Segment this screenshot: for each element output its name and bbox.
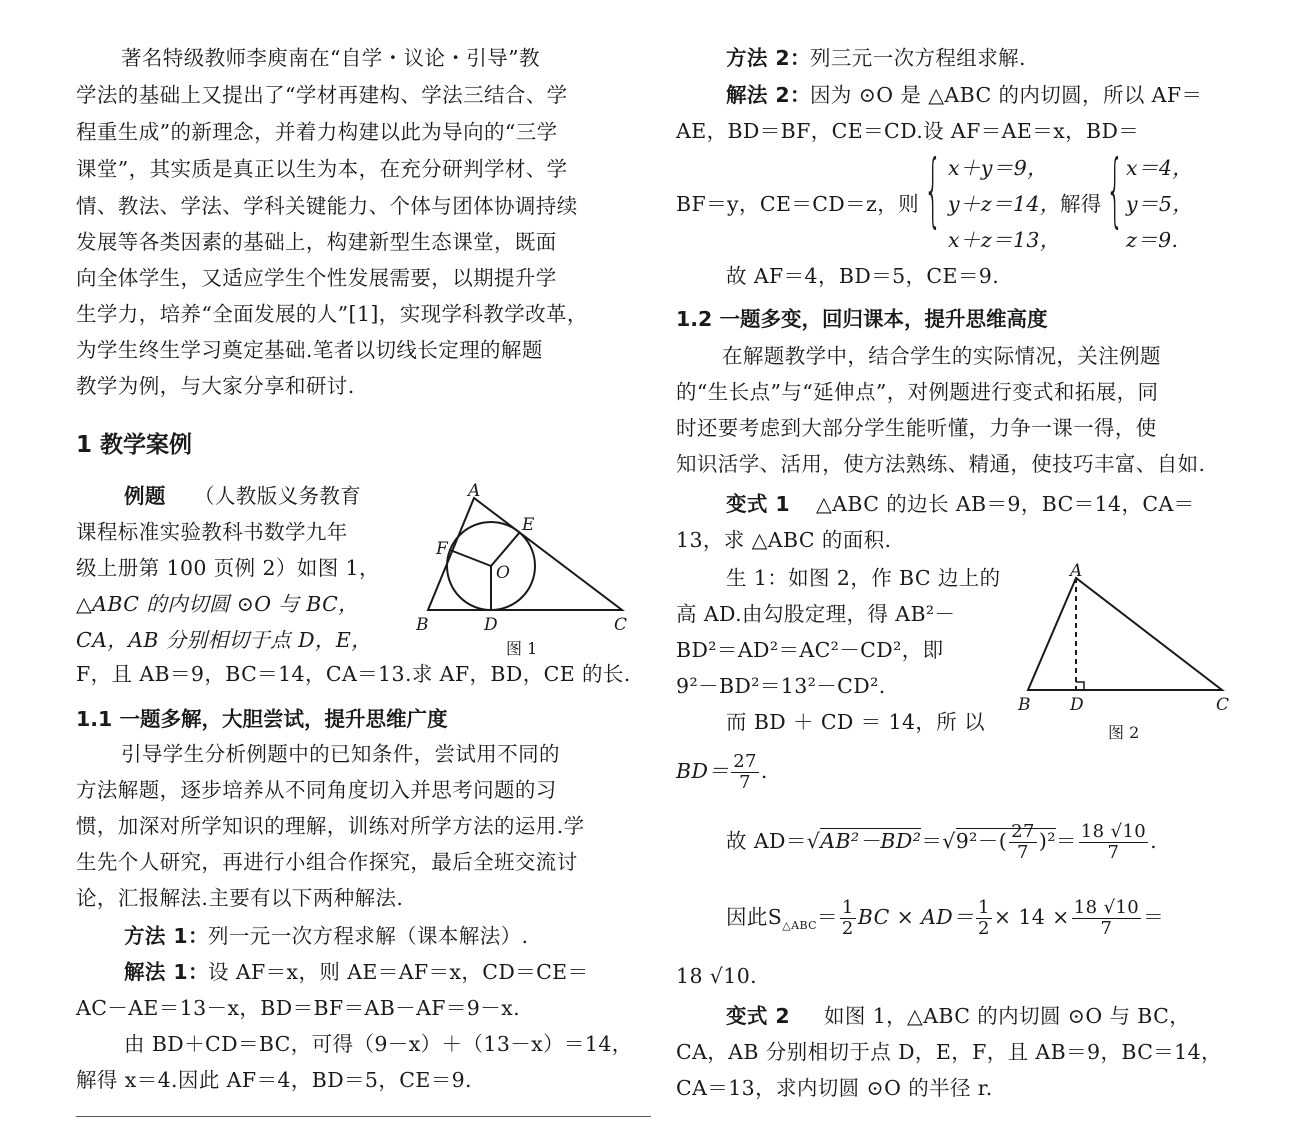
radius-of (450, 550, 491, 566)
example-label: 例题 (124, 484, 166, 508)
label-o: O (496, 563, 510, 583)
solution1-line: AC－AE＝13－x，BD＝BF＝AB－AF＝9－x. (76, 996, 521, 1020)
system-eq: x＋z＝13， (948, 228, 1061, 252)
figure-1-caption: 图 1 (506, 639, 538, 658)
area-frac-num: 18 √10 (1073, 897, 1140, 918)
label-b-2: B (1018, 695, 1031, 715)
example-line: CA，AB 分别相切于点 D，E， (76, 628, 373, 652)
intro-line: 为学生终生学习奠定基础.笔者以切线长定理的解题 (76, 338, 543, 362)
half-num: 1 (841, 897, 854, 918)
section-heading-1: 1 教学案例 (76, 432, 193, 458)
body-line: 生先个人研究，再进行小组合作探究，最后全班交流讨 (76, 850, 578, 874)
system-solution: y＝5， (1126, 192, 1194, 216)
body-line: 时还要考虑到大部分学生能听懂，力争一课一得，使 (676, 416, 1157, 440)
body-line: 引导学生分析例题中的已知条件，尝试用不同的 (121, 742, 560, 766)
variant1-label: 变式 1 (726, 492, 791, 516)
body-line: 惯，加深对所学知识的理解，训练对所学方法的运用.学 (76, 814, 585, 838)
right-angle-mark (1076, 682, 1084, 690)
solution1-line: 解得 x＝4.因此 AF＝4，BD＝5，CE＝9. (76, 1068, 472, 1092)
solution2-line: 因为 ⊙O 是 △ABC 的内切圆，所以 AF＝ (810, 83, 1203, 107)
method1-text: 列一元一次方程求解（课本解法）. (208, 924, 529, 948)
variant1-line: 13，求 △ABC 的面积. (676, 528, 892, 552)
body-line: 论，汇报解法.主要有以下两种解法. (76, 886, 404, 910)
student1-line: 9²－BD²＝13²－CD². (676, 674, 886, 698)
area-frac-den: 7 (1100, 918, 1113, 939)
area-tail: ＝ (1143, 905, 1165, 929)
solution1-label: 解法 1： (124, 960, 209, 984)
body-line: 在解题教学中，结合学生的实际情况，关注例题 (722, 344, 1161, 368)
label-b: B (416, 615, 429, 635)
example-line: 课程标准实验教科书数学九年 (76, 520, 348, 544)
label-f: F (436, 539, 448, 559)
left-brace: { (924, 143, 942, 236)
area-equation (726, 898, 1164, 940)
method2-label: 方法 2： (726, 46, 811, 70)
area-sub: △ABC (782, 919, 817, 933)
area-result: 18 √10. (676, 964, 758, 988)
solution2-label: 解法 2： (726, 83, 811, 107)
example-line: 级上册第 100 页例 2）如图 1， (76, 556, 380, 580)
variant2-label: 变式 2 (726, 1004, 791, 1028)
area-mid2: × 14 × (993, 905, 1070, 929)
variant2-line: 如图 1，△ABC 的内切圆 ⊙O 与 BC， (824, 1004, 1191, 1028)
system-eq: y＋z＝14， (948, 192, 1061, 216)
section-heading-1-2: 1.2 一题多变，回归课本，提升思维高度 (676, 307, 1048, 331)
system-eq: x＋y＝9， (948, 156, 1049, 180)
triangle-abc-2 (1028, 578, 1222, 690)
ad-prefix: 故 AD＝ (726, 829, 807, 853)
ad-eq: ＝ (921, 829, 943, 853)
area-eq: ＝ (816, 905, 838, 929)
ad-result-num: 18 √10 (1080, 821, 1147, 842)
system-prefix: BF＝y，CE＝CD＝z，则 (676, 192, 920, 216)
label-d: D (484, 615, 498, 635)
example-line: F，且 AB＝9，BC＝14，CA＝13.求 AF，BD，CE 的长. (76, 662, 631, 686)
figure-1 (416, 478, 636, 658)
solution2-line: AE，BD＝BF，CE＝CD.设 AF＝AE＝x，BD＝ (676, 119, 1140, 143)
example-line: △ABC 的内切圆 ⊙O 与 BC， (76, 592, 360, 616)
body-line: 的“生长点”与“延伸点”，对例题进行变式和拓展，同 (676, 380, 1159, 404)
ad-equation: 故 AD＝√AB²－BD²＝√9²－( $\frac{27}{7}$ )²＝ $\frac{18 √10}{7}$ . (726, 821, 1158, 863)
bd-num: 27 (733, 751, 757, 772)
bd-prefix: BD＝ (676, 759, 730, 783)
label-c-2: C (1216, 695, 1230, 715)
solution1-line: 由 BD＋CD＝BC，可得（9－x）＋（13－x）＝14， (124, 1032, 633, 1056)
body-line: 知识活学、活用，使方法熟练、精通，使技巧丰富、自如. (676, 452, 1206, 476)
intro-line: 生学力，培养“全面发展的人”[1]，实现学科教学改革， (76, 302, 588, 326)
right-brace: { (1106, 143, 1124, 236)
method1-label: 方法 1： (124, 924, 209, 948)
variant1-line: △ABC 的边长 AB＝9，BC＝14，CA＝ (816, 492, 1195, 516)
intro-line: 教学为例，与大家分享和研讨. (76, 374, 355, 398)
intro-line: 课堂”，其实质是真正以生为本，在充分研判学材、学 (76, 157, 568, 181)
figure-2 (1014, 560, 1234, 720)
student1-line: 生 1：如图 2，作 BC 边上的 (726, 566, 1001, 590)
ad-result-den: 7 (1107, 842, 1120, 863)
solution2-conclusion: 故 AF＝4，BD＝5，CE＝9. (726, 264, 1000, 288)
ad-paren-den: 7 (1017, 842, 1029, 863)
label-a: A (468, 481, 481, 501)
body-line: 方法解题，逐步培养从不同角度切入并思考问题的习 (76, 778, 557, 802)
student1-line: 而 BD ＋ CD ＝ 14，所 以 (726, 710, 986, 734)
section-heading-1-1: 1.1 一题多解，大胆尝试，提升思维广度 (76, 707, 448, 731)
half-den-2: 2 (978, 918, 990, 939)
intro-line: 程重生成”的新理念，并着力构建以此为导向的“三学 (76, 120, 558, 144)
label-a-2: A (1070, 561, 1083, 581)
solution1-line: 设 AF＝x，则 AE＝AF＝x，CD＝CE＝ (208, 960, 589, 984)
variant2-line: CA＝13，求内切圆 ⊙O 的半径 r. (676, 1076, 993, 1100)
area-mid1: BC × AD＝ (857, 905, 975, 929)
intro-line: 向全体学生，又适应学生个性发展需要，以期提升学 (76, 266, 557, 290)
method2-text: 列三元一次方程组求解. (810, 46, 1026, 70)
radius-oe (491, 532, 520, 566)
example-line: （人教版义务教育 (194, 484, 362, 508)
system-solution: x＝4， (1126, 156, 1194, 180)
label-d-2: D (1070, 695, 1084, 715)
variant2-line: CA，AB 分别相切于点 D，E，F，且 AB＝9，BC＝14， (676, 1040, 1222, 1064)
system-solve-word: 解得 (1060, 192, 1102, 216)
area-prefix: 因此S (726, 905, 783, 929)
intro-line: 情、教法、学法、学科关键能力、个体与团体协调持续 (76, 194, 578, 218)
intro-line: 学法的基础上又提出了“学材再建构、学法三结合、学 (76, 83, 568, 107)
intro-line: 发展等各类因素的基础上，构建新型生态课堂，既面 (76, 230, 557, 254)
system-solution: z＝9. (1126, 228, 1179, 252)
ad-root2: 9²－ (955, 829, 999, 853)
half-den: 2 (841, 918, 854, 939)
ad-root1: AB²－BD² (820, 829, 922, 853)
bd-den: 7 (739, 772, 751, 793)
half-num-2: 1 (978, 897, 990, 918)
footnote-rule (76, 1116, 651, 1117)
bd-equation: BD＝ $\frac{27}{7}$ . (676, 751, 768, 793)
label-e: E (522, 515, 535, 535)
ad-paren-num: 27 (1011, 821, 1035, 842)
figure-2-caption: 图 2 (1108, 723, 1140, 742)
bd-fraction (731, 752, 759, 793)
student1-line: BD²＝AD²＝AC²－CD²，即 (676, 638, 944, 662)
intro-line: 著名特级教师李庾南在“自学・议论・引导”教 (121, 46, 540, 70)
student1-line: 高 AD.由勾股定理，得 AB²－ (676, 602, 956, 626)
label-c: C (614, 615, 628, 635)
